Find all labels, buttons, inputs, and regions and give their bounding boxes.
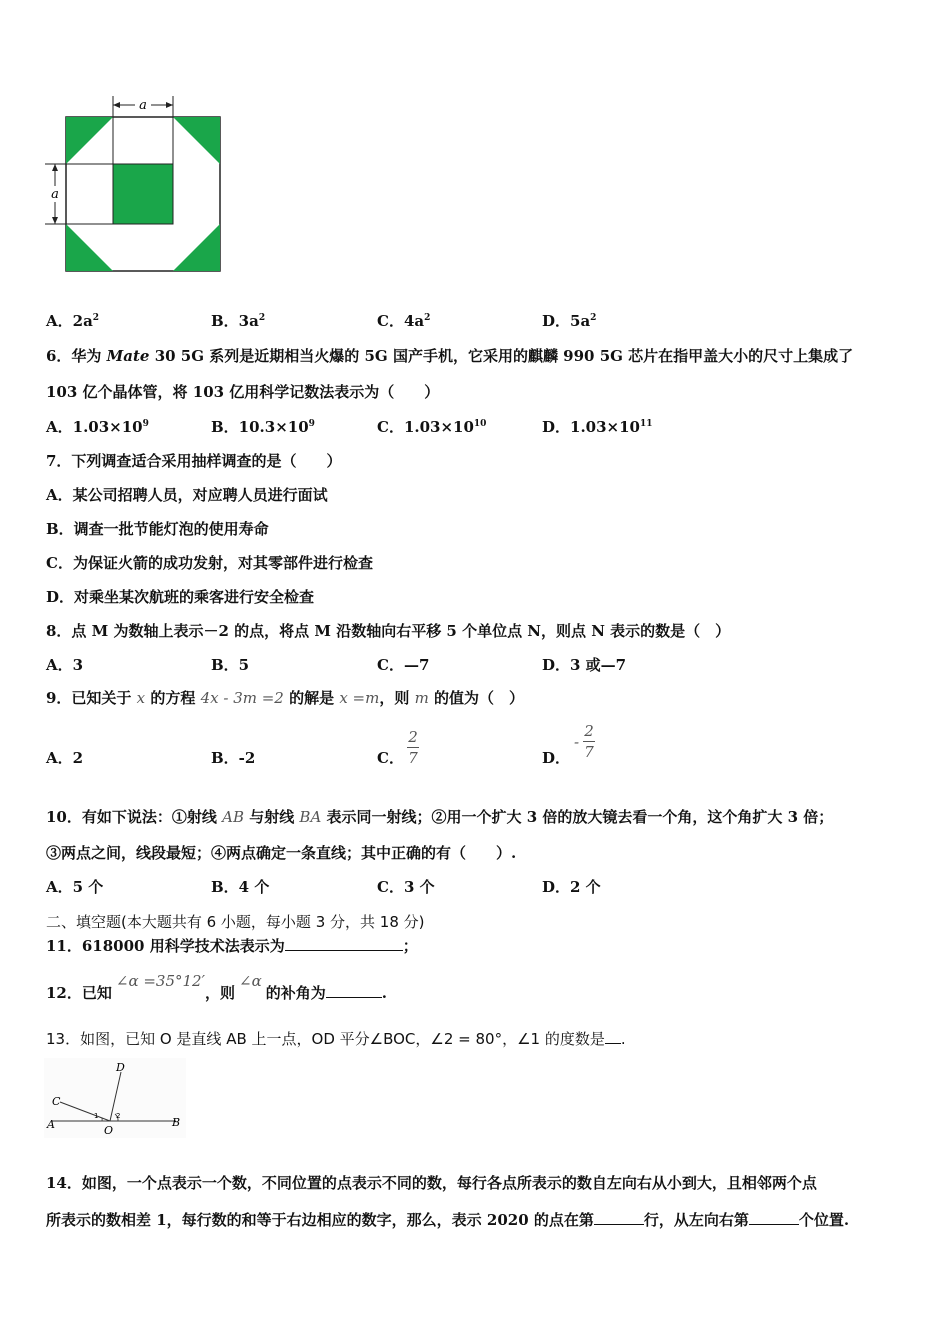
q5-option-c[interactable]: C．$4a^2$ <box>377 312 431 330</box>
label-C: C <box>52 1095 61 1108</box>
q7-option-b[interactable]: B．调查一批节能灯泡的使用寿命 <box>46 520 269 538</box>
q9-option-a[interactable]: A．2 <box>46 749 84 767</box>
q6-stem-line2: 103 亿个晶体管，将 103 亿用科学记数法表示为（ ） <box>46 383 440 401</box>
q14-position-blank[interactable] <box>749 1210 799 1225</box>
q9-option-d-fraction: - $\frac{2}{7}$ <box>574 722 594 761</box>
q13-answer-blank[interactable] <box>605 1029 621 1044</box>
q7-stem: 7．下列调查适合采用抽样调查的是（ ） <box>46 452 342 470</box>
q6-option-b[interactable]: B．$10.3\times 10^9$ <box>211 418 315 436</box>
label-a-left: a <box>51 187 59 202</box>
label-B: B <box>172 1116 181 1129</box>
q5-option-a[interactable]: A．$2a^2$ <box>46 312 100 330</box>
q8-option-a[interactable]: A．3 <box>46 656 84 674</box>
label-O: O <box>104 1124 114 1137</box>
q9-option-b[interactable]: B．-2 <box>211 749 256 767</box>
q9-option-d-label[interactable]: D． <box>542 749 571 767</box>
q7-option-a[interactable]: A．某公司招聘人员，对应聘人员进行面试 <box>46 486 328 504</box>
q11-answer-blank[interactable] <box>285 936 403 951</box>
label-D: D <box>116 1061 125 1074</box>
q12-stem: 12．已知∠α =35°12′，则∠α的补角为 . <box>46 972 387 1002</box>
q7-option-c[interactable]: C．为保证火箭的成功发射，对其零部件进行检查 <box>46 554 373 572</box>
q8-stem: 8．点 M 为数轴上表示－2 的点，将点 M 沿数轴向右平移 5 个单位点 N，则点 N 表示的数是（ ） <box>46 622 731 640</box>
center-square <box>113 164 173 224</box>
q8-option-b[interactable]: B．5 <box>211 656 250 674</box>
q9-stem: 9．已知关于 x 的方程 4x - 3m =2 的解是 x =m，则 m 的值为（ ） <box>46 689 525 707</box>
section-heading-fill-blank: 二、填空题(本大题共有 6 小题，每小题 3 分，共 18 分) <box>46 913 425 931</box>
q14-row-blank[interactable] <box>594 1210 644 1225</box>
q10-option-b[interactable]: B．4 个 <box>211 878 270 896</box>
label-angle-1: 1 <box>94 1112 99 1120</box>
q13-stem: 13．如图，已知 O 是直线 AB 上一点，OD 平分∠BOC，∠2 = 80°，∠1 的度数是 . <box>46 1030 626 1048</box>
q12-answer-blank[interactable] <box>326 983 382 998</box>
corner-triangle-tr <box>173 117 220 164</box>
q10-option-c[interactable]: C．3 个 <box>377 878 435 896</box>
q9-option-c-fraction: $\frac{2}{7}$ <box>408 728 418 767</box>
q6-option-d[interactable]: D．$1.03\times 10^{11}$ <box>542 418 653 436</box>
angle-figure-q13 <box>44 1058 186 1138</box>
q14-stem-line1: 14．如图，一个点表示一个数，不同位置的点表示不同的数，每行各点所表示的数自左向右从小到大，且相邻两个点 <box>46 1174 817 1192</box>
q10-option-a[interactable]: A．5 个 <box>46 878 104 896</box>
q5-option-b[interactable]: B．$3a^2$ <box>211 312 266 330</box>
q10-option-d[interactable]: D．2 个 <box>542 878 601 896</box>
octagon-square-figure <box>44 96 226 276</box>
label-angle-2: 2 <box>116 1112 121 1120</box>
q14-stem-line2: 所表示的数相差 1，每行数的和等于右边相应的数字，那么，表示 2020 的点在第 行，从左向右第 个位置. <box>46 1211 850 1229</box>
q10-stem-line2: ③两点之间，线段最短；④两点确定一条直线；其中正确的有（ ）. <box>46 844 517 862</box>
corner-triangle-bl <box>66 224 113 271</box>
q6-stem-line1: 6．华为 Mate 30 5G 系列是近期相当火爆的 5G 国产手机，它采用的麒麟 990 5G 芯片在指甲盖大小的尺寸上集成了 <box>46 347 854 365</box>
label-a-top: a <box>139 98 147 113</box>
corner-triangle-br <box>173 224 220 271</box>
corner-triangle-tl <box>66 117 113 164</box>
q9-option-c-label[interactable]: C． <box>377 749 404 767</box>
q7-option-d[interactable]: D．对乘坐某次航班的乘客进行安全检查 <box>46 588 315 606</box>
q10-stem-line1: 10．有如下说法：①射线 AB 与射线 BA 表示同一射线；②用一个扩大 3 倍的放大镜去看一个角，这个角扩大 3 倍； <box>46 808 834 826</box>
q5-option-d[interactable]: D．$5a^2$ <box>542 312 597 330</box>
label-A: A <box>47 1118 55 1131</box>
q6-option-a[interactable]: A．$1.03\times 10^9$ <box>46 418 149 436</box>
q6-option-c[interactable]: C．$1.03\times 10^{10}$ <box>377 418 487 436</box>
q8-option-d[interactable]: D．3 或—7 <box>542 656 627 674</box>
q8-option-c[interactable]: C．—7 <box>377 656 430 674</box>
q11-stem: 11．618000 用科学技术法表示为 ； <box>46 937 418 955</box>
